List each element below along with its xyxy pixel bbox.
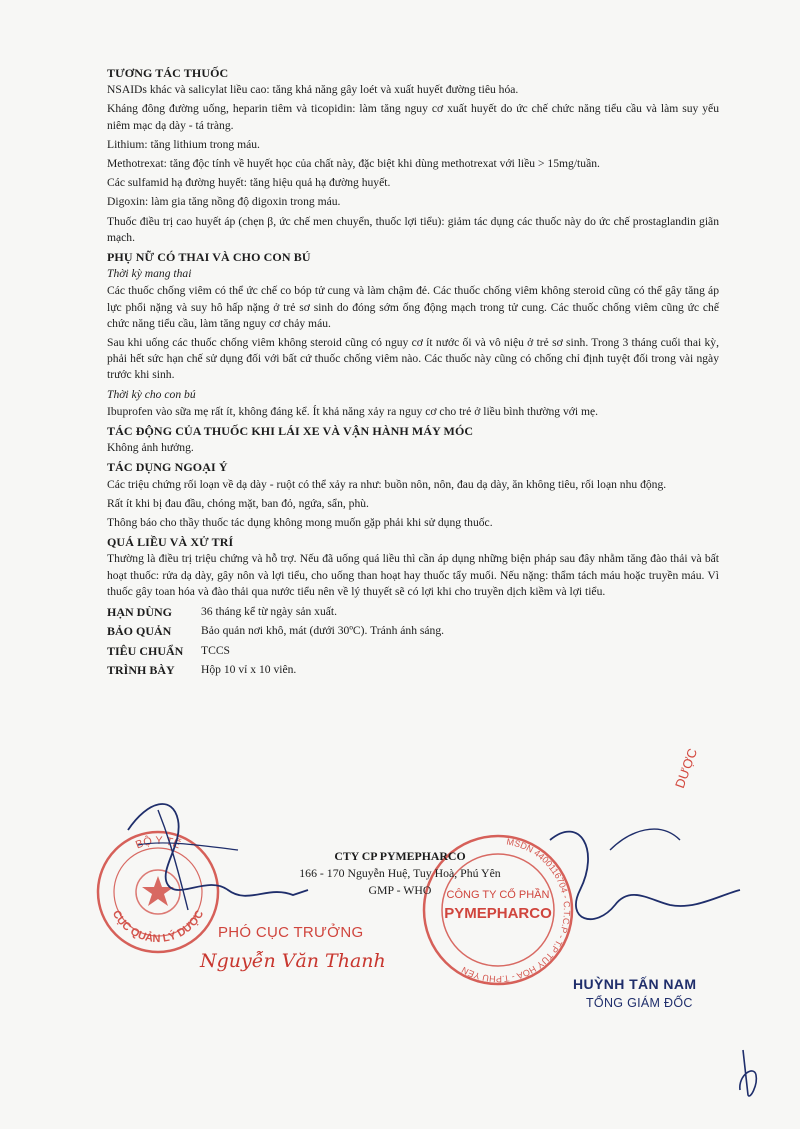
seal-bottom-text: CỤC QUẢN LÝ DƯỢC xyxy=(109,908,207,946)
spec-value: Hộp 10 vỉ x 10 viên. xyxy=(201,662,297,676)
driving-paragraph: Không ảnh hưởng. xyxy=(107,441,194,455)
subheading-breastfeeding: Thời kỳ cho con bú xyxy=(107,387,196,401)
director-name: HUỲNH TẤN NAM xyxy=(573,976,697,992)
side-effect-paragraph: Thông báo cho thầy thuốc tác dụng không mong muốn gặp phải khi sử dụng thuốc. xyxy=(107,516,493,530)
subheading-pregnancy: Thời kỳ mang thai xyxy=(107,267,192,281)
interaction-paragraph: Các sulfamid hạ đường huyết: tăng hiệu quả hạ đường huyết. xyxy=(107,176,391,190)
director-signature xyxy=(520,810,750,950)
interaction-paragraph: Digoxin: làm gia tăng nồng độ digoxin trong máu. xyxy=(107,195,341,209)
deputy-signature xyxy=(118,790,318,930)
seal-top-text: BỘ Y TẾ xyxy=(133,834,183,852)
spec-table xyxy=(107,604,719,678)
side-effect-paragraph: Rất ít khi bị đau đầu, chóng mặt, ban đỏ, ngứa, sẩn, phù. xyxy=(107,496,369,510)
deputy-title: PHÓ CỤC TRƯỞNG xyxy=(218,924,364,941)
corner-initial-mark xyxy=(728,1045,778,1105)
seal-ring-text: MSDN 4400116704 - C.T.C.P - T.P TUY HÒA - T.PHÚ YÊN xyxy=(459,836,572,985)
document-body xyxy=(107,63,719,678)
heading-driving: TÁC ĐỘNG CỦA THUỐC KHI LÁI XE VÀ VẬN HÀNH MÁY MÓC xyxy=(107,424,474,439)
director-title: TỔNG GIÁM ĐỐC xyxy=(586,996,693,1010)
seal-company-text: PYMEPHARCO xyxy=(444,905,552,922)
spec-value: TCCS xyxy=(201,643,230,657)
deputy-name: Nguyễn Văn Thanh xyxy=(200,950,386,972)
interaction-paragraph: Kháng đông đường uống, heparin tiêm và ticopidin: làm tăng nguy cơ xuất huyết do ức chế chức năng tiểu cầu và làm suy yếu niêm mạc dạ dày - tá tràng. xyxy=(107,102,719,132)
spec-key: HẠN DÙNG xyxy=(107,605,172,620)
company-address: 166 - 170 Nguyễn Huệ, Tuy Hoà, Phú Yên xyxy=(299,866,501,880)
spec-key: TRÌNH BÀY xyxy=(107,662,175,677)
spec-value: 36 tháng kể từ ngày sản xuất. xyxy=(201,605,338,619)
heading-interactions: TƯƠNG TÁC THUỐC xyxy=(107,66,229,80)
heading-pregnancy: PHỤ NỮ CÓ THAI VÀ CHO CON BÚ xyxy=(107,250,311,265)
pregnancy-paragraph: Các thuốc chống viêm có thể ức chế co bóp tử cung và làm chậm đẻ. Các thuốc chống viêm không steroid cũng có thể gây tăng áp lực phổi nặng và suy hô hấp nặng ở trẻ sơ sinh do đóng sớm ống động mạch trong tử cung. Các thuốc chống viêm cũng ức chế chức năng tiểu cầu, làm tăng nguy cơ chảy máu. xyxy=(107,284,719,330)
company-name: CTY CP PYMEPHARCO xyxy=(334,849,466,863)
spec-key: TIÊU CHUẨN xyxy=(107,643,184,658)
overdose-paragraph: Thường là điều trị triệu chứng và hỗ trợ. Nếu đã uống quá liều thì cần áp dụng những biện pháp sau đây nhằm tăng đào thải và bất hoạt thuốc: rửa dạ dày, gây nôn và lợi tiểu, cho uống than hoạt hay thuốc tẩy muối. Nếu nặng: thẩm tách máu hoặc truyền máu. Vì thuốc gây toan hóa và đào thải qua nước tiểu nên về lý thuyết sẽ có lợi khi cho truyền dịch kiềm và lợi tiểu. xyxy=(107,552,719,598)
seal-center-text: CÔNG TY CỔ PHẦN xyxy=(446,889,550,901)
vertical-stamp-text: DƯỢC xyxy=(672,746,701,791)
interaction-paragraph: Thuốc điều trị cao huyết áp (chẹn β, ức chế men chuyển, thuốc lợi tiểu): giảm tác dụng các thuốc này do ức chế prostaglandin giãn mạch. xyxy=(107,214,719,244)
company-certification: GMP - WHO xyxy=(368,883,432,897)
pregnancy-paragraph: Sau khi uống các thuốc chống viêm không steroid cũng có nguy cơ ít nước ối và vô niệu ở trẻ sơ sinh. Trong 3 tháng cuối thai kỳ, phải hết sức hạn chế sử dụng đối với bất cứ thuốc chống viêm nào. Các thuốc này cũng có chống chỉ định tuyệt đối trong vài ngày trước khi sinh. xyxy=(107,336,719,382)
heading-side-effects: TÁC DỤNG NGOẠI Ý xyxy=(107,460,228,475)
heading-overdose: QUÁ LIỀU VÀ XỬ TRÍ xyxy=(107,535,234,550)
interaction-paragraph: Methotrexat: tăng độc tính về huyết học của chất này, đặc biệt khi dùng methotrexat với liều > 15mg/tuần. xyxy=(107,157,600,171)
interaction-paragraph: NSAIDs khác và salicylat liều cao: tăng khả năng gây loét và xuất huyết đường tiêu hóa. xyxy=(107,83,519,97)
spec-key: BẢO QUẢN xyxy=(107,624,172,639)
interaction-paragraph: Lithium: tăng lithium trong máu. xyxy=(107,137,260,151)
breastfeeding-paragraph: Ibuprofen vào sữa mẹ rất ít, không đáng kể. Ít khả năng xảy ra nguy cơ cho trẻ ở liều bình thường với mẹ. xyxy=(107,404,599,418)
spec-value: Bảo quản nơi khô, mát (dưới 30ºC). Tránh ánh sáng. xyxy=(201,624,445,638)
side-effect-paragraph: Các triệu chứng rối loạn về dạ dày - ruột có thể xảy ra như: buồn nôn, nôn, đau dạ dày, ăn không tiêu, rối loạn nhu động. xyxy=(107,477,667,491)
